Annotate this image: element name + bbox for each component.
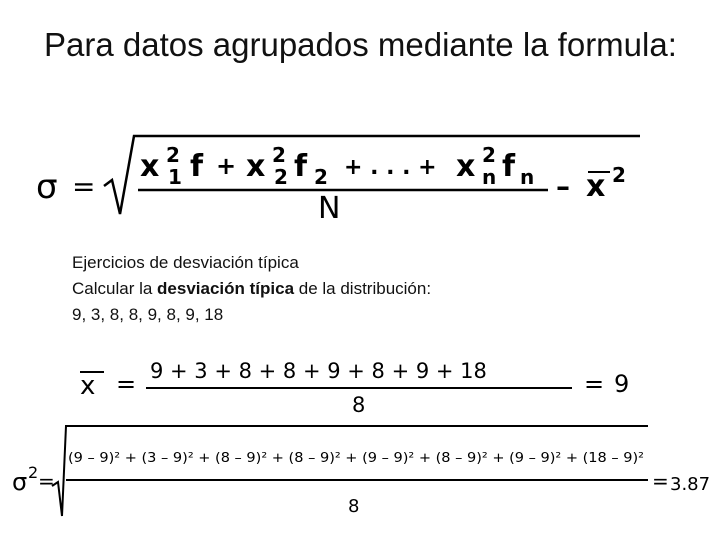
plus-ellipsis: + . . . +: [344, 155, 437, 180]
mean-numerator: 9 + 3 + 8 + 8 + 9 + 8 + 9 + 18: [150, 359, 487, 383]
term1-sub: 1: [168, 165, 182, 189]
variance-equals: =: [38, 469, 55, 493]
instruction-suffix: de la distribución:: [294, 279, 432, 298]
term2-f: f: [294, 149, 308, 184]
term1-sup: 2: [166, 143, 180, 167]
term3-sup: 2: [482, 143, 496, 167]
variance-denominator: 8: [348, 496, 360, 517]
term2-sup: 2: [272, 143, 286, 167]
variance-result: 3.87: [670, 474, 711, 495]
grouped-std-formula: [36, 136, 640, 226]
term2-var: x: [246, 149, 266, 184]
variance-numerator: (9 – 9)² + (3 – 9)² + (8 – 9)² + (8 – 9)² + (9 – 9)² + (8 – 9)² + (9 – 9)² + (18 – 9)²: [68, 450, 644, 466]
slide-title: Para datos agrupados mediante la formula:: [44, 26, 677, 63]
mean-result: 9: [614, 370, 630, 398]
term3-f-sub: n: [520, 165, 535, 189]
term1-var: x: [140, 149, 160, 184]
exercise-text: [72, 250, 431, 328]
variance-equals-2: =: [652, 469, 669, 493]
mean-formula: [80, 359, 629, 417]
exercise-heading: Ejercicios de desviación típica: [72, 253, 299, 272]
plus-sign-1: +: [216, 152, 237, 180]
mean-equals: =: [116, 370, 137, 398]
exercise-instruction: [72, 276, 431, 302]
term3-f: f: [502, 149, 516, 184]
mean-sup: 2: [612, 163, 626, 187]
variance-lhs: σ: [12, 468, 28, 496]
data-values: 9, 3, 8, 8, 9, 8, 9, 18: [72, 305, 224, 324]
sigma-symbol: σ: [36, 167, 58, 207]
instruction-prefix: Calcular la: [72, 279, 158, 298]
term1-f: f: [190, 149, 204, 184]
mean-var: x: [586, 169, 606, 204]
term3-sub: n: [482, 165, 497, 189]
instruction-bold: desviación típica: [157, 279, 295, 298]
equals-sign: =: [72, 170, 96, 203]
variance-lhs-sup: 2: [28, 463, 39, 482]
mean-denominator: 8: [352, 393, 366, 417]
minus-sign: –: [556, 170, 570, 203]
variance-formula: [12, 426, 710, 517]
mean-equals-2: =: [584, 370, 605, 398]
term2-sub: 2: [274, 165, 288, 189]
mean-lhs: x: [80, 371, 96, 401]
term3-var: x: [456, 149, 476, 184]
denominator-n: N: [318, 191, 341, 226]
term2-f-sub: 2: [314, 165, 328, 189]
